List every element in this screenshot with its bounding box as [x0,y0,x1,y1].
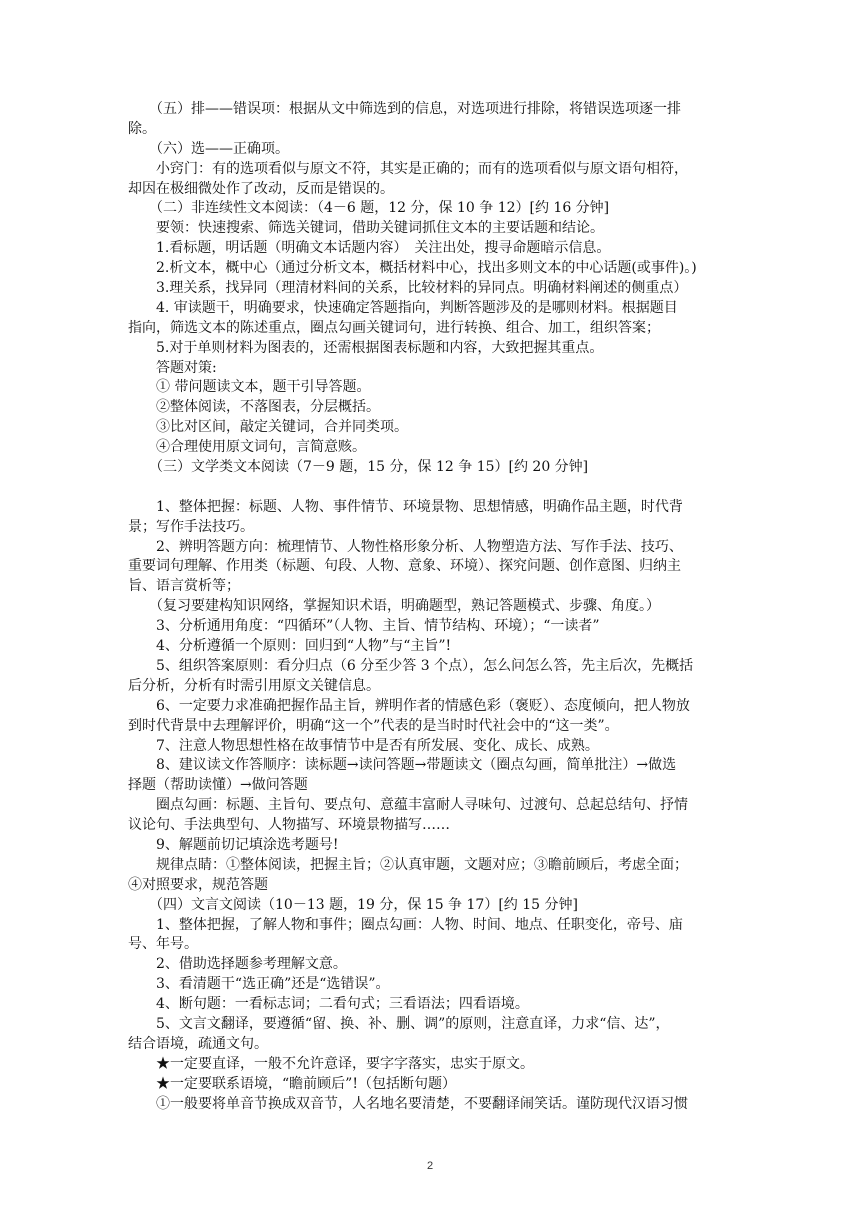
text-line: 到时代背景中去理解评价，明确“这一个”代表的是当时时代社会中的“这一类”。 [128,717,619,734]
text-line: 2、辨明答题方向：梳理情节、人物性格形象分析、人物塑造方法、写作手法、技巧、 [128,538,683,555]
document-body [128,100,733,1114]
text-line: 小窍门：有的选项看似与原文不符，其实是正确的；而有的选项看似与原文语句相符， [128,160,688,177]
text-line: 议论句、手法典型句、人物描写、环境景物描写…… [128,817,450,834]
text-line: 圈点勾画：标题、主旨句、要点句、意蕴丰富耐人寻味句、过渡句、总起总结句、抒情 [128,797,688,814]
text-line: ① 带问题读文本，题干引导答题。 [128,379,371,396]
text-line: 4. 审读题干，明确要求，快速确定答题指向，判断答题涉及的是哪则材料。根据题目 [128,299,678,316]
text-line: ★一定要联系语境，“瞻前顾后”!（包括断句题） [128,1075,456,1092]
text-line: （三）文学类文本阅读（7－9 题，15 分，保 12 争 15）[约 20 分钟] [128,459,589,476]
text-line: 后分析，分析有时需引用原文关键信息。 [128,677,380,694]
text-line: 4、分析遵循一个原则：回归到“人物”与“主旨”! [128,638,452,655]
text-line: 重要词句理解、作用类（标题、句段、人物、意象、环境）、探究问题、创作意图、归纳主 [128,558,681,575]
text-line: ④对照要求，规范答题 [128,876,268,893]
text-line: 择题（帮助读懂）→做问答题 [128,777,308,794]
text-line: 规律点睛：①整体阅读，把握主旨；②认真审题，文题对应；③瞻前顾后，考虑全面； [128,856,688,873]
text-line: 除。 [128,120,156,137]
text-line: 答题对策: [128,359,217,376]
text-line: 2、借助选择题参考理解文意。 [128,956,347,973]
text-line: 1.看标题，明话题（明确文本话题内容） 关注出处，搜寻命题暗示信息。 [128,240,611,257]
text-line: ★一定要直译，一般不允许意译，要字字落实，忠实于原文。 [128,1055,534,1072]
text-line: （五）排——错误项：根据从文中筛选到的信息，对选项进行排除，将错误选项逐一排 [128,101,681,117]
text-line: 7、注意人物思想性格在故事情节中是否有所发展、变化、成长、成熟。 [128,737,599,754]
text-line: 5、组织答案原则：看分归点（6 分至少答 3 个点），怎么问怎么答，先主后次，先概括 [128,657,694,674]
text-line: 4、断句题：一看标志词；二看句式；三看语法；四看语境。 [128,996,529,1013]
text-line: 8、建议读文作答顺序：读标题→读问答题→带题读文（圈点勾画，简单批注）→做选 [128,757,677,774]
text-line: 1、整体把握，了解人物和事件；圈点勾画：人物、时间、地点、任职变化，帝号、庙 [128,916,683,933]
text-line: 指向，筛选文本的陈述重点，圈点勾画关键词句，进行转换、组合、加工，组织答案； [128,319,660,336]
text-line: （四）文言文阅读（10－13 题，19 分，保 15 争 17）[约 15 分钟] [128,896,578,913]
text-line: （二）非连续性文本阅读：（4－6 题，12 分，保 10 争 12）[约 16 分钟] [128,200,610,217]
text-line: ③比对区间，敲定关键词，合并同类项。 [128,419,408,436]
text-line: 3.理关系，找异同（理清材料间的关系，比较材料的异同点。明确材料阐述的侧重点） [128,280,688,297]
text-line: 6、一定要力求准确把握作品主旨，辨明作者的情感色彩（褒贬）、态度倾向，把人物放 [128,697,690,714]
text-line: 旨、语言赏析等； [128,578,240,595]
text-line: 5.对于单则材料为图表的，还需根据图表标题和内容，大致把握其重点。 [128,339,604,356]
text-line: 3、看清题干“选正确”还是“选错误”。 [128,976,390,993]
text-line: 2.析文本，概中心（通过分析文本，概括材料中心，找出多则文本的中心话题(或事件)。) [128,260,697,277]
text-line: ①一般要将单音节换成双音节，人名地名要清楚，不要翻译闹笑话。谨防现代汉语习惯 [128,1095,688,1112]
text-line: 结合语境，疏通文句。 [128,1035,268,1052]
text-line: 却因在极细微处作了改动，反而是错误的。 [128,180,394,197]
text-line: 号、年号。 [128,936,198,953]
text-line: ②整体阅读，不落图表，分层概括。 [128,399,380,416]
blank-line [128,478,733,498]
text-line: 9、解题前切记填涂选考题号! [128,836,339,853]
text-line: 5、文言文翻译，要遵循“留、换、补、删、调”的原则，注意直译，力求“信、达”， [128,1015,670,1032]
text-line: 1、整体把握：标题、人物、事件情节、环境景物、思想情感，明确作品主题，时代背 [128,498,683,515]
text-line: （六）选——正确项。 [128,140,289,157]
page-number: 2 [426,1160,434,1172]
text-line: ④合理使用原文词句，言简意赅。 [128,439,366,456]
text-line: （复习要建构知识网络，掌握知识术语，明确题型，熟记答题模式、步骤、角度。） [128,598,660,615]
text-line: 3、分析通用角度：“四循环”（人物、主旨、情节结构、环境）；“一读者” [128,618,600,635]
text-line: 景；写作手法技巧。 [128,518,254,535]
text-line: 要领：快速搜索、筛选关键词，借助关键词抓住文本的主要话题和结论。 [128,220,604,237]
